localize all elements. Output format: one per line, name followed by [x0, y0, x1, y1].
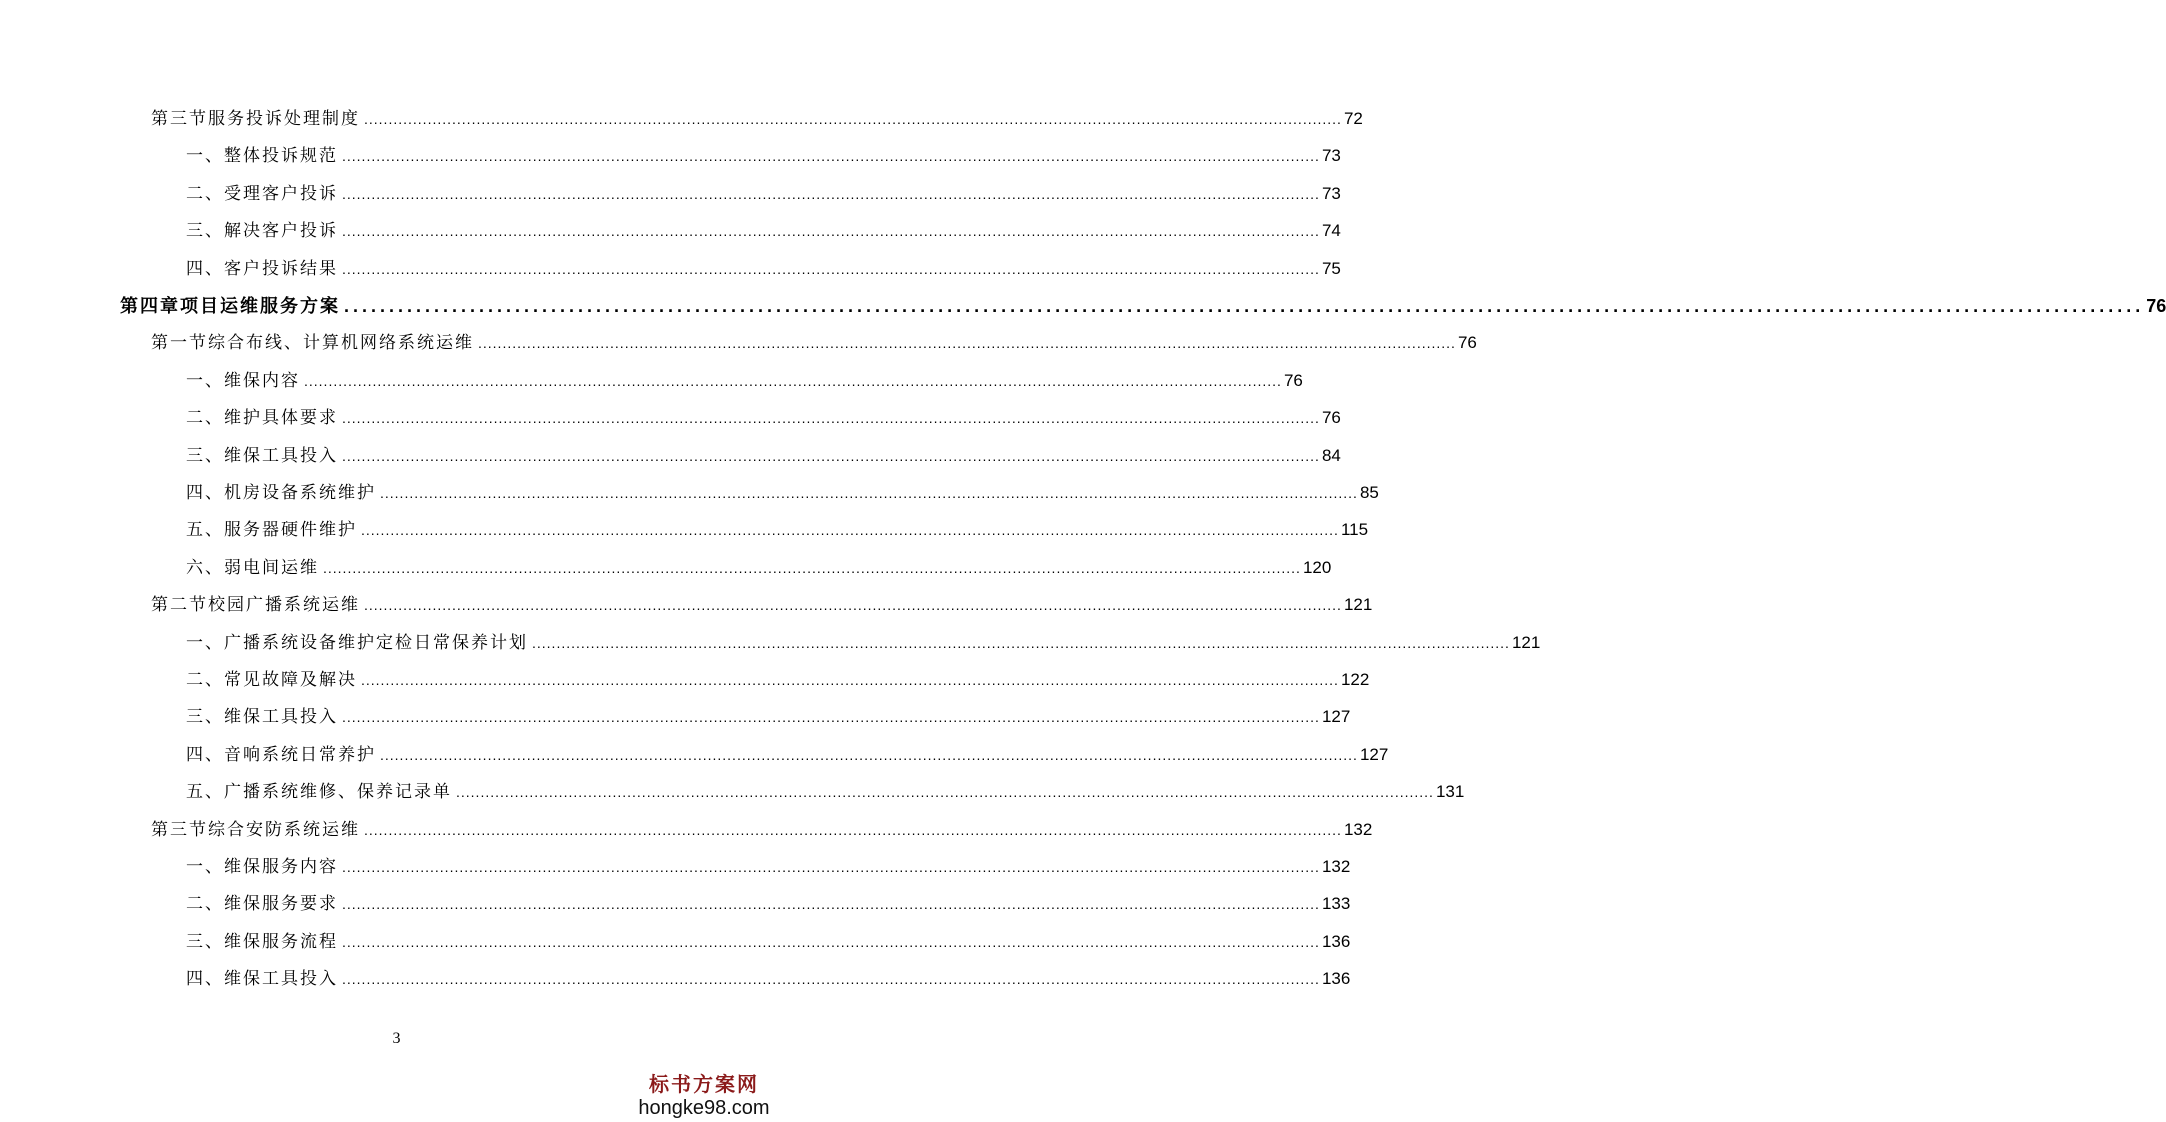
toc-entry-leader-dots: ........................................................................................................................................................................................................ [380, 746, 1358, 763]
toc-entry[interactable] [186, 216, 1341, 246]
toc-entry[interactable] [151, 590, 1373, 620]
toc-entry-title: 维保服务要求 [224, 894, 338, 915]
toc-entry-number: 五、 [186, 782, 224, 803]
toc-entry-page: 132 [1321, 857, 1351, 876]
toc-entry-leader-dots: ........................................................................................................................................................................................................ [342, 933, 1320, 950]
toc-entry-leader-dots: ........................................................................................................................................................................................................ [342, 223, 1320, 240]
watermark-chinese-text: 标书方案网 [649, 1072, 759, 1096]
watermark-logo [629, 1068, 779, 1119]
toc-entry[interactable] [120, 291, 2166, 321]
toc-entry-number: 三、 [186, 707, 224, 728]
toc-entry-page: 75 [1321, 258, 1341, 278]
toc-entry-title: 维保服务流程 [224, 931, 338, 952]
toc-entry-page: 121 [1511, 632, 1541, 652]
toc-entry-title: 服务器硬件维护 [224, 520, 357, 541]
toc-entry-leader-dots: ........................................................................................................................................................................................................ [342, 410, 1320, 427]
toc-entry[interactable] [186, 553, 1332, 583]
toc-entry-page: 76 [2146, 296, 2166, 316]
toc-entry[interactable] [186, 852, 1351, 882]
toc-entry[interactable] [186, 403, 1341, 433]
toc-entry-leader-dots: ........................................................................................................................................................................................................ [304, 372, 1282, 389]
toc-entry-page: 136 [1321, 969, 1351, 989]
toc-entry-leader-dots: ........................................................................................................................................................................................................ [364, 597, 1342, 614]
toc-entry-number: 五、 [186, 520, 224, 541]
toc-entry-page: 84 [1321, 445, 1341, 465]
toc-entry-leader-dots: ........................................................................................................................................................................................................ [323, 559, 1301, 576]
toc-entry-leader-dots: ........................................................................................................................................................................................................ [478, 335, 1456, 352]
toc-entry-leader-dots: ........................................................................................................................................................................................................ [344, 296, 2145, 316]
toc-entry-number: 第四章 [120, 296, 180, 317]
toc-entry-number: 第三节 [151, 109, 208, 129]
toc-entry-number: 三、 [186, 931, 224, 952]
toc-entry-number: 一、 [186, 370, 224, 391]
toc-entry-page: 127 [1359, 744, 1389, 764]
toc-entry-number: 四、 [186, 258, 224, 279]
toc-entry-leader-dots: ........................................................................................................................................................................................................ [456, 784, 1434, 801]
toc-entry-title: 维保服务内容 [224, 857, 338, 877]
toc-entry-leader-dots: ........................................................................................................................................................................................................ [342, 260, 1320, 277]
toc-entry-leader-dots: ........................................................................................................................................................................................................ [532, 634, 1510, 651]
toc-entry-number: 三、 [186, 445, 224, 466]
toc-entry-number: 第二节 [151, 595, 208, 616]
toc-entry[interactable] [186, 441, 1341, 471]
toc-entry-number: 一、 [186, 857, 224, 877]
toc-entry-title: 整体投诉规范 [224, 146, 338, 167]
toc-entry-title: 校园广播系统运维 [208, 595, 360, 616]
toc-entry[interactable] [186, 628, 1541, 658]
toc-entry-title: 服务投诉处理制度 [208, 109, 360, 129]
toc-entry[interactable] [151, 104, 1363, 134]
toc-entry[interactable] [186, 964, 1351, 994]
toc-entry-leader-dots: ........................................................................................................................................................................................................ [342, 859, 1320, 875]
toc-entry-number: 二、 [186, 183, 224, 204]
toc-entry-page: 115 [1340, 520, 1369, 540]
toc-entry-title: 维保工具投入 [224, 969, 338, 990]
watermark-site-url: hongke98.com [638, 1097, 770, 1119]
toc-entry-number: 六、 [186, 557, 224, 578]
toc-entry-title: 常见故障及解决 [224, 670, 357, 690]
toc-entry-title: 维保工具投入 [224, 707, 338, 728]
toc-entry[interactable] [186, 702, 1351, 732]
toc-entry-page: 76 [1457, 333, 1477, 353]
toc-entry-title: 解决客户投诉 [224, 221, 338, 242]
toc-entry-title: 综合布线、计算机网络系统运维 [208, 333, 474, 354]
toc-entry-page: 74 [1321, 221, 1341, 241]
toc-entry-title: 维保内容 [224, 370, 300, 391]
toc-entry-title: 音响系统日常养护 [224, 744, 376, 765]
toc-entry[interactable] [151, 328, 1477, 358]
toc-entry-page: 76 [1283, 370, 1303, 390]
page-number: 3 [392, 1030, 401, 1047]
toc-entry-page: 133 [1321, 894, 1351, 914]
toc-entry[interactable] [186, 366, 1303, 396]
toc-entry-number: 一、 [186, 632, 224, 653]
toc-entry-title: 项目运维服务方案 [180, 296, 340, 317]
toc-entry-page: 76 [1321, 408, 1341, 428]
toc-entry-leader-dots: ........................................................................................................................................................................................................ [342, 896, 1320, 913]
toc-entry[interactable] [186, 889, 1351, 919]
toc-entry[interactable] [186, 740, 1389, 770]
toc-entry-page: 72 [1343, 109, 1363, 128]
toc-entry-title: 维保工具投入 [224, 445, 338, 466]
toc-entry[interactable] [186, 254, 1341, 284]
toc-entry-page: 122 [1340, 670, 1370, 689]
toc-entry-number: 四、 [186, 744, 224, 765]
toc-entry-page: 73 [1321, 146, 1341, 166]
toc-entry-number: 二、 [186, 670, 224, 690]
toc-entry-page: 73 [1321, 183, 1341, 203]
toc-entry[interactable] [186, 515, 1369, 545]
toc-entry-title: 弱电间运维 [224, 557, 319, 578]
toc-entry-title: 客户投诉结果 [224, 258, 338, 279]
toc-entry[interactable] [186, 141, 1341, 171]
toc-entry[interactable] [151, 815, 1373, 845]
toc-entry-leader-dots: ........................................................................................................................................................................................................ [364, 111, 1342, 127]
toc-entry-leader-dots: ........................................................................................................................................................................................................ [361, 522, 1339, 539]
toc-entry-leader-dots: ........................................................................................................................................................................................................ [364, 821, 1342, 838]
toc-entry-leader-dots: ........................................................................................................................................................................................................ [380, 485, 1358, 501]
toc-entry-number: 二、 [186, 408, 224, 429]
toc-entry-title: 受理客户投诉 [224, 183, 338, 204]
toc-entry-leader-dots: ........................................................................................................................................................................................................ [342, 148, 1320, 165]
toc-entry-number: 四、 [186, 969, 224, 990]
toc-entry-number: 二、 [186, 894, 224, 915]
toc-entry-page: 136 [1321, 931, 1351, 951]
toc-entry-number: 第三节 [151, 819, 208, 840]
toc-entry-title: 综合安防系统运维 [208, 819, 360, 840]
toc-entry-leader-dots: ........................................................................................................................................................................................................ [342, 447, 1320, 464]
toc-entry-title: 广播系统维修、保养记录单 [224, 782, 452, 803]
toc-entry-number: 四、 [186, 483, 224, 503]
toc-entry-title: 维护具体要求 [224, 408, 338, 429]
toc-entry-leader-dots: ........................................................................................................................................................................................................ [361, 672, 1339, 688]
toc-entry[interactable] [186, 927, 1351, 957]
toc-entry-leader-dots: ........................................................................................................................................................................................................ [342, 185, 1320, 202]
toc-entry-title: 广播系统设备维护定检日常保养计划 [224, 632, 528, 653]
toc-entry-number: 三、 [186, 221, 224, 242]
toc-entry-leader-dots: ........................................................................................................................................................................................................ [342, 709, 1320, 726]
toc-entry-page: 121 [1343, 595, 1373, 615]
toc-entry-page: 131 [1435, 782, 1465, 802]
toc-entry-page: 127 [1321, 707, 1351, 727]
toc-entry[interactable] [186, 179, 1341, 209]
toc-entry-number: 一、 [186, 146, 224, 167]
toc-entry-page: 120 [1302, 557, 1332, 577]
toc-entry[interactable] [186, 777, 1465, 807]
toc-entry[interactable] [186, 478, 1379, 508]
toc-entry-page: 85 [1359, 483, 1379, 502]
toc-entry-page: 132 [1343, 819, 1373, 839]
toc-entry[interactable] [186, 665, 1370, 695]
toc-entry-number: 第一节 [151, 333, 208, 354]
toc-entry-title: 机房设备系统维护 [224, 483, 376, 503]
toc-entry-leader-dots: ........................................................................................................................................................................................................ [342, 971, 1320, 988]
